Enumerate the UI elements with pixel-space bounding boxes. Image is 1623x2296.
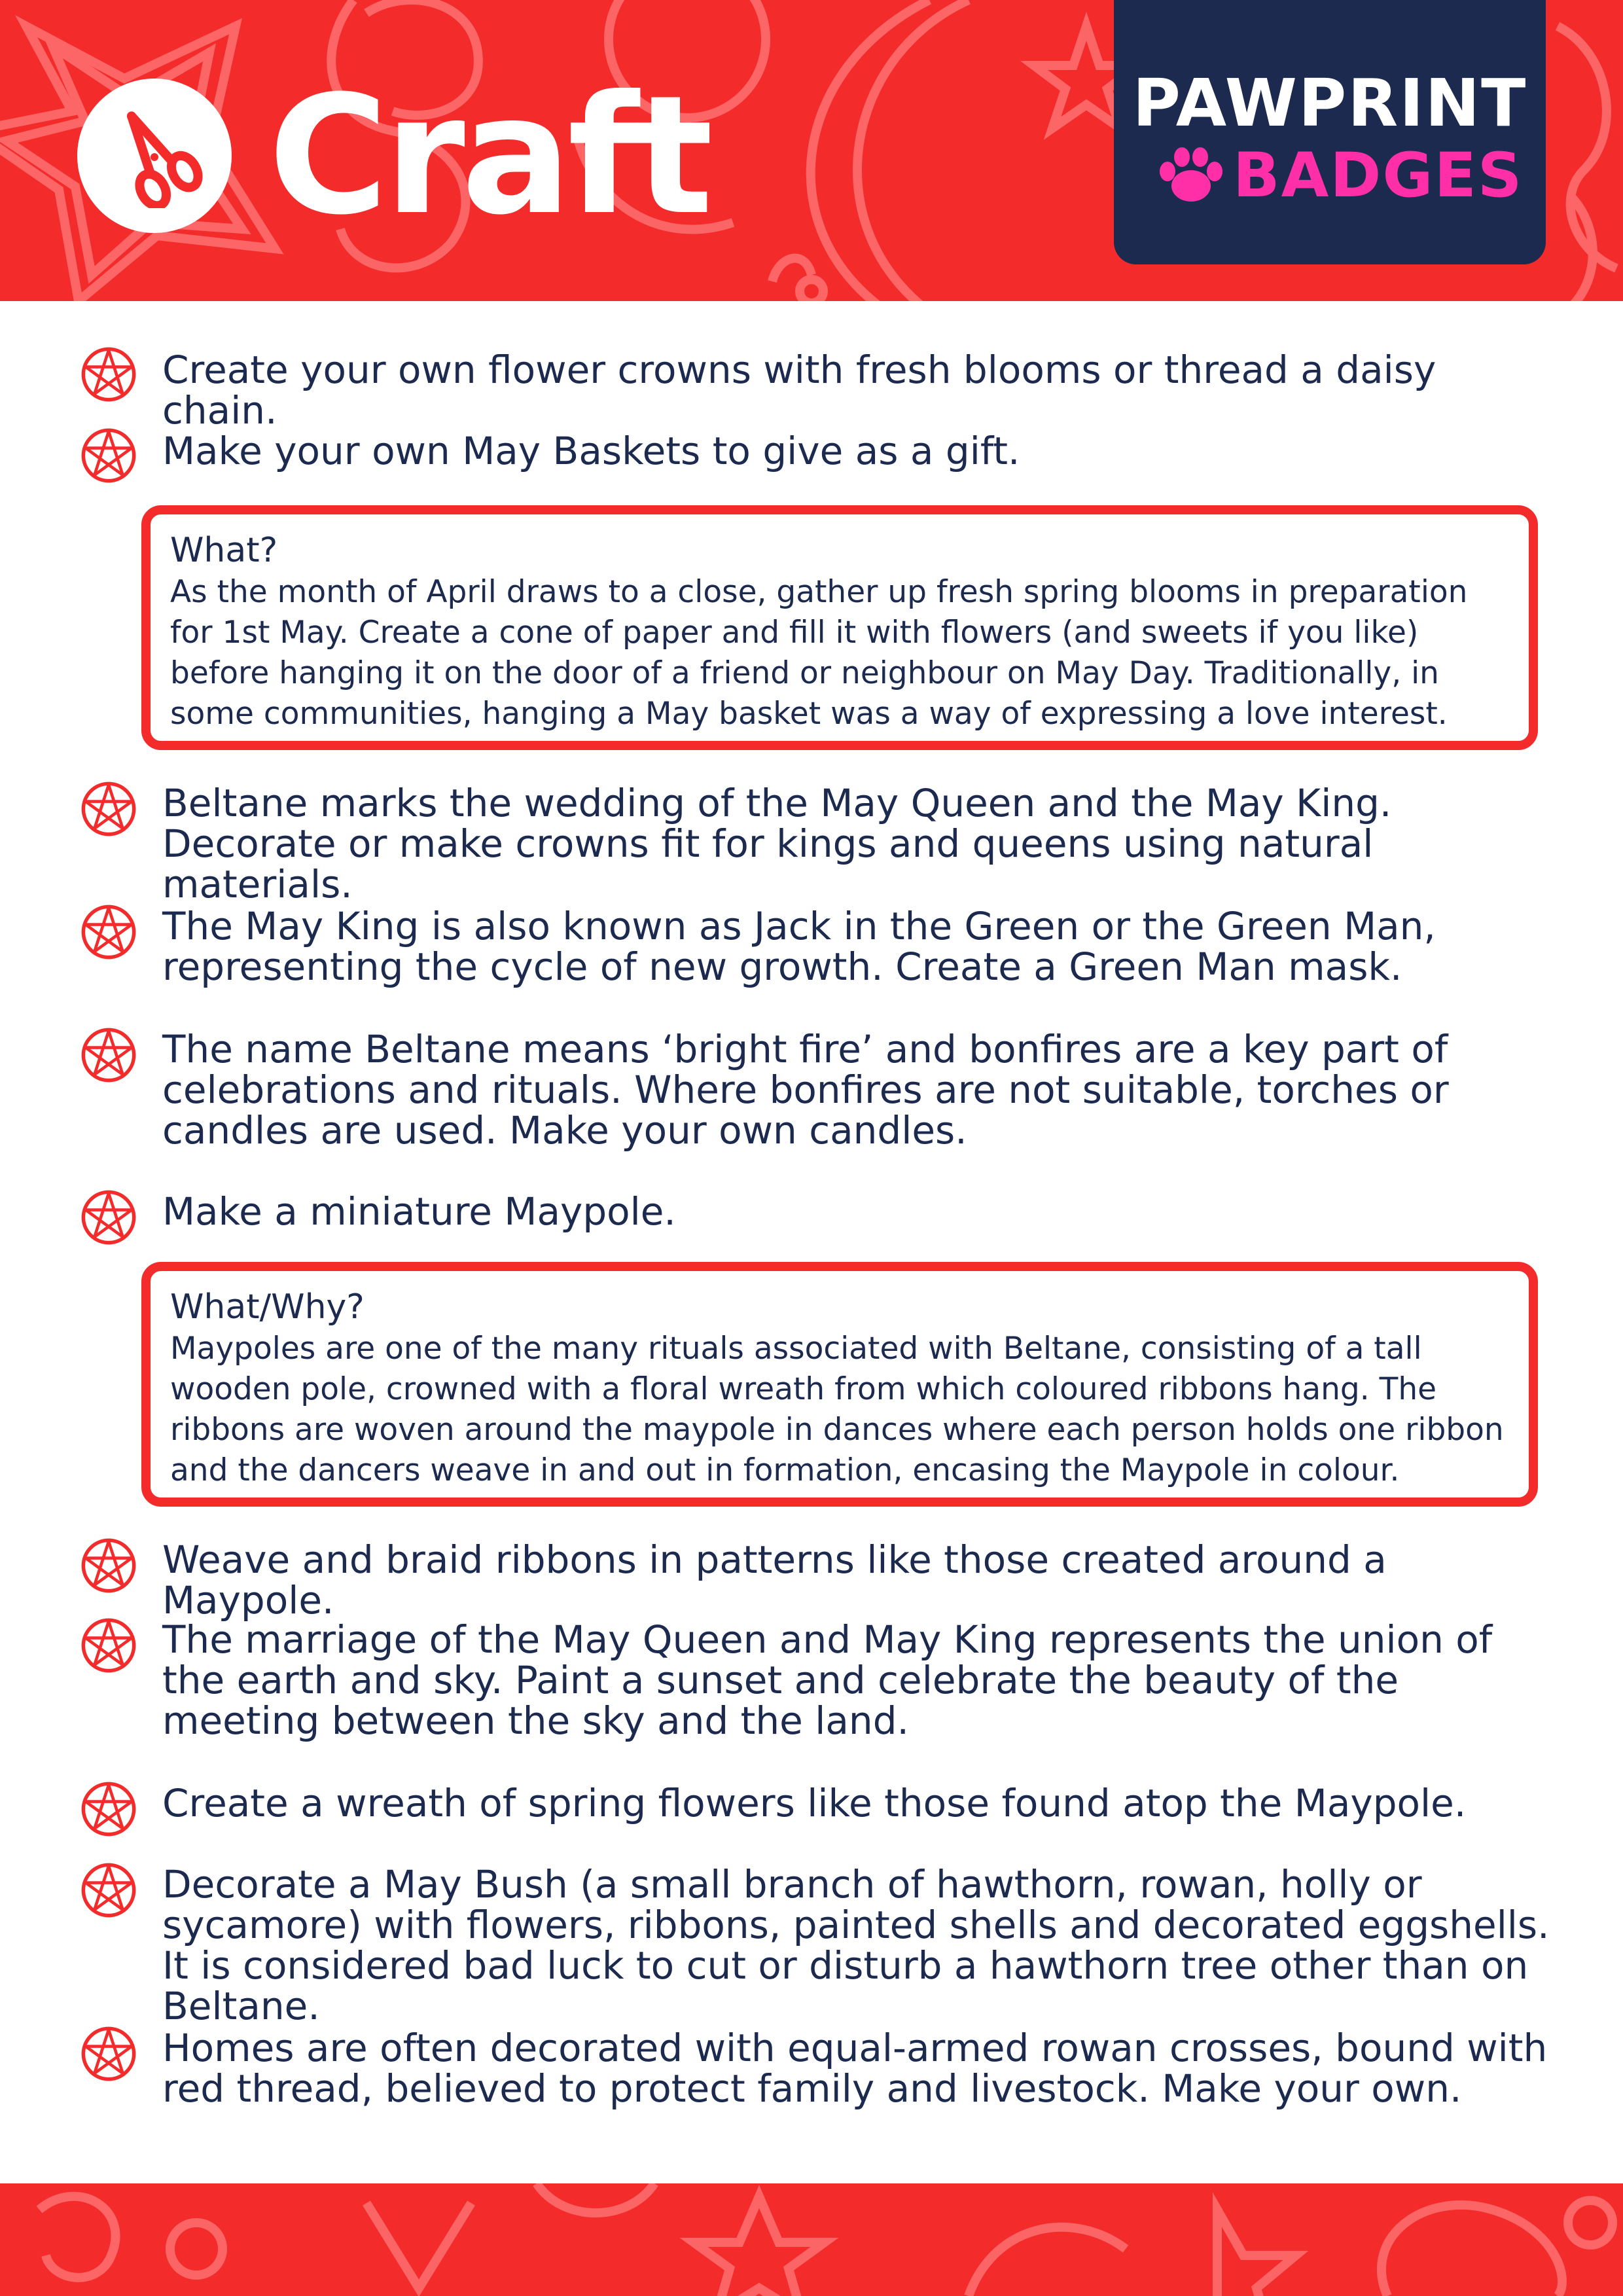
list-item-text: Weave and braid ribbons in patterns like those created around a Maypole. [162,1537,1387,1623]
list-item-text: Create your own flower crowns with fresh blooms or thread a daisy chain. [162,348,1436,433]
pentacle-icon [79,1860,139,1920]
pentacle-icon [79,1025,139,1085]
info-box-what-why [141,1262,1538,1507]
page-title: Craft [268,60,709,251]
header-banner [0,0,1623,301]
list-item-text: The name Beltane means ‘bright fire’ and bonfires are a key part of celebrations and rituals. Where bonfires are not suitable, torches or candles are used. Make your own candles. [162,1027,1449,1153]
pentacle-icon [79,2024,139,2084]
scissors-icon [77,79,232,233]
pawprint-badges-logo [1114,0,1546,264]
list-item-text: Decorate a May Bush (a small branch of hawthorn, rowan, holly or sycamore) with flowers, ribbons, painted shells and decorated eggshells. It is considered bad luck to cut or disturb a hawthorn tree other than on Beltane. [162,1862,1550,2028]
list-item-text: Make a miniature Maypole. [162,1189,676,1234]
footer-banner [0,2183,1623,2296]
list-item-text: The marriage of the May Queen and May King represents the union of the earth and sky. Paint a sunset and celebrate the beauty of the meeting between the sky and the land. [162,1617,1493,1743]
title-group [77,60,709,251]
logo-pawprint-text: PAWPRINT [1132,65,1527,141]
info-box-body: Maypoles are one of the many rituals associated with Beltane, consisting of a tall wooden pole, crowned with a floral wreath from which coloured ribbons hang. The ribbons are woven around the maypole in dances where each person holds one ribbon and the dancers weave in and out in formation, encasing the Maypole in colour. [170,1331,1504,1488]
pentacle-icon [79,779,139,839]
paw-icon [1153,147,1225,206]
pentacle-icon [79,1535,139,1596]
pentacle-icon [79,1187,139,1247]
info-box-heading: What/Why? [170,1287,365,1327]
info-box-body: As the month of April draws to a close, gather up fresh spring blooms in preparation for 1st May. Create a cone of paper and fill it with flowers (and sweets if you like) before hanging it on the door of a friend or neighbour on May Day. Traditionally, in some communities, hanging a May basket was a way of expressing a love interest. [170,574,1468,732]
list-item-text: Create a wreath of spring flowers like those found atop the Maypole. [162,1781,1467,1825]
info-box-heading: What? [170,531,278,570]
logo-badges-text: BADGES [1233,140,1524,211]
pentacle-icon [79,1615,139,1676]
info-box-what [141,505,1538,750]
pentacle-icon [79,902,139,962]
list-item-text: The May King is also known as Jack in the Green or the Green Man, representing the cycle of new growth. Create a Green Man mask. [162,904,1436,989]
pentacle-icon [79,344,139,404]
footer-pattern [0,2183,1623,2296]
list-item-text: Homes are often decorated with equal-armed rowan crosses, bound with red thread, believed to protect family and livestock. Make your own. [162,2026,1548,2111]
pentacle-icon [79,425,139,486]
list-item-text: Make your own May Baskets to give as a gift. [162,429,1020,473]
pentacle-icon [79,1779,139,1839]
logo-badges-row [1153,140,1524,211]
list-item-text: Beltane marks the wedding of the May Queen and the May King. Decorate or make crowns fit for kings and queens using natural materials. [162,781,1392,906]
